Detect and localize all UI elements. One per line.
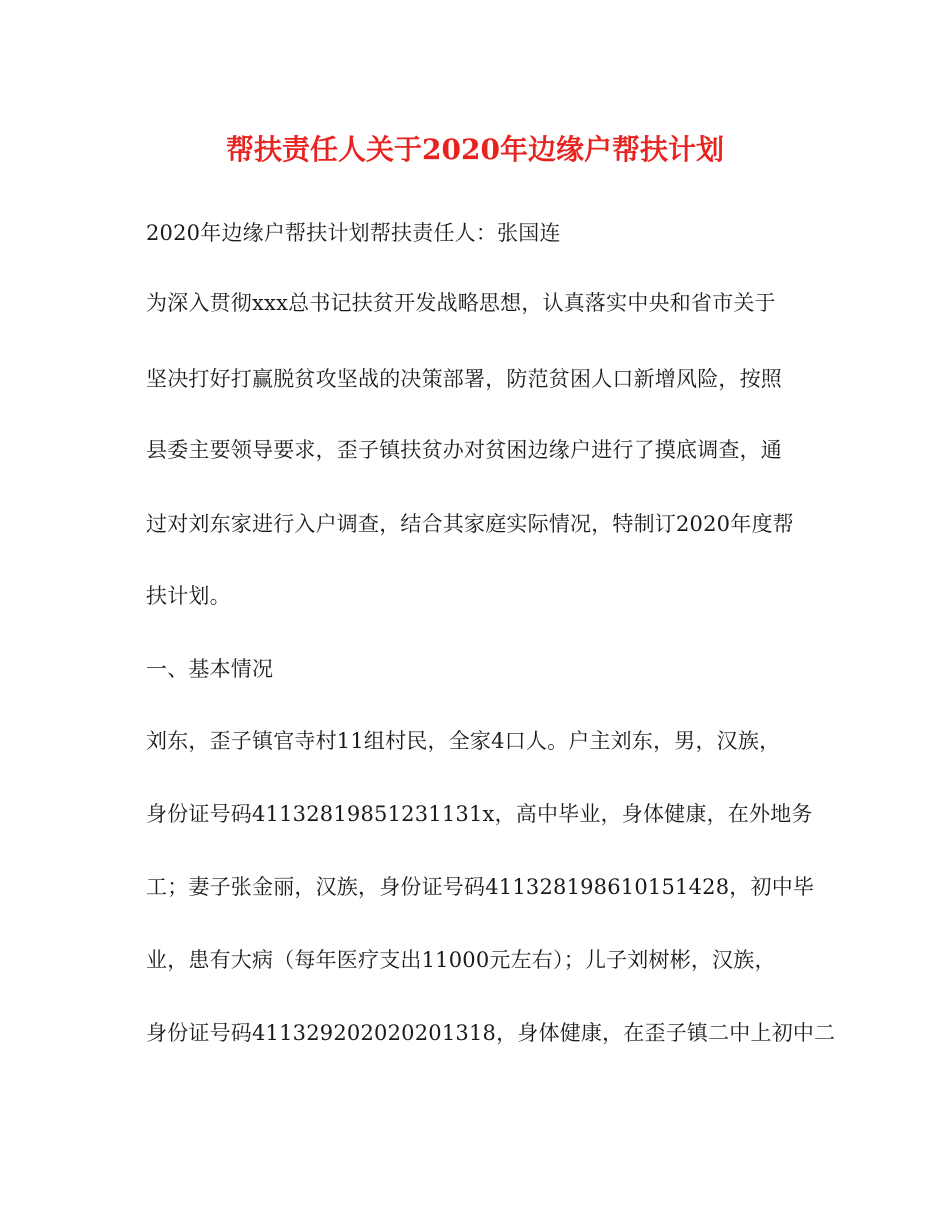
text-line: 过对刘东家进行入户调查，结合其家庭实际情况，特制订2020年度帮 <box>146 512 794 536</box>
text-line: 工；妻子张金丽，汉族，身份证号码411328198610151428，初中毕 <box>146 875 815 899</box>
text-line: 身份证号码411329202020201318，身体健康，在歪子镇二中上初中二 <box>146 1021 836 1045</box>
text-line: 扶计划。 <box>146 584 231 608</box>
text-line: 业，患有大病（每年医疗支出11000元左右）；儿子刘树彬，汉族， <box>146 948 776 972</box>
text-line: 为深入贯彻xxx总书记扶贫开发战略思想，认真落实中央和省市关于 <box>146 291 776 315</box>
text-line: 刘东，歪子镇官寺村11组村民，全家4口人。户主刘东，男，汉族， <box>146 729 781 753</box>
text-line: 身份证号码41132819851231131x，高中毕业，身体健康，在外地务 <box>146 802 813 826</box>
text-line-responsible-person: 2020年边缘户帮扶计划帮扶责任人：张国连 <box>146 221 561 245</box>
section-heading-basic-info: 一、基本情况 <box>146 657 274 681</box>
text-line: 县委主要领导要求，歪子镇扶贫办对贫困边缘户进行了摸底调查，通 <box>146 438 782 462</box>
text-line: 坚决打好打赢脱贫攻坚战的决策部署，防范贫困人口新增风险，按照 <box>146 367 782 391</box>
document-title: 帮扶责任人关于2020年边缘户帮扶计划 <box>226 133 724 166</box>
